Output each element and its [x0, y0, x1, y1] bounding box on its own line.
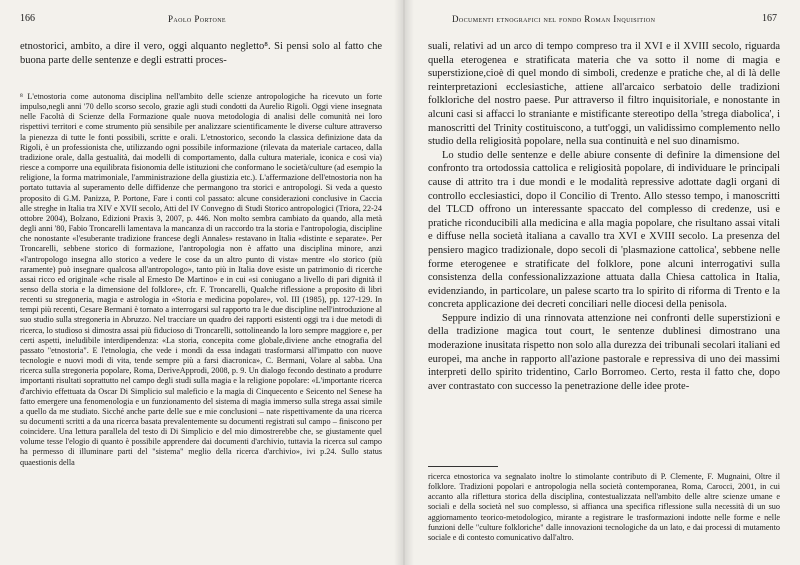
left-body-text: etnostorici, ambito, a dire il vero, oggi alquanto negletto⁸. Si pensi solo al fatto che buona parte delle sentenze e degli estratti proces- [20, 41, 382, 66]
left-running-header: Paolo Portone [168, 14, 226, 24]
book-gutter [394, 0, 414, 565]
right-running-header: Documenti etnografici nel fondo Roman Inquisition [452, 14, 656, 24]
right-footnote-continuation: ricerca etnostorica va segnalato inoltre lo stimolante contributo di P. Clemente, F. Mugnaini, Oltre il folklore. Tradizioni popolari e antropologia nella società contemporanea, Roma, Carocci, 2001, in cui accanto alla riflettura storica della disciplina, contestualizzata nell'ambito delle altre scienze umane e sociali e della società nel suo complesso, si affianca una specifica riflessione sulla necessità di un suo aggiornamento teorico-metodologico, mirante a registrare le trasformazioni indotte nelle forme e nelle funzioni delle "culture folkloriche" dalle innovazioni tecnologiche da un lato, e dai processi di mutamento sociale e di contesto comunicativo dall'altro. [428, 472, 780, 542]
footnote-rule [428, 466, 498, 467]
right-paragraph-3: Seppure indizio di una rinnovata attenzione nei confronti delle superstizioni e della tradizione magica tout court, le sentenze dublinesi dimostrano una moderazione inusitata rispetto non solo alla durezza dei tribunali secolari italiani ed europei, ma anche in rapporto all'azione pastorale e repressiva di uno dei massimi interpreti dello spirito tridentino, Carlo Borromeo. Certo, resta il fatto che, dopo aver contrastato con successo la penetrazione delle idee prote- [428, 312, 780, 392]
left-page-number: 166 [20, 13, 35, 24]
right-paragraph-2: Lo studio delle sentenze e delle abiure consente di definire la dimensione del confronto tra ortodossia cattolica e religiosità popolare, di individuare le principali cause di attrito tra i due mondi e le modalità repressive adottate dagli organi di controllo ecclesiastici, dopo il Concilio di Trento. Allo stesso tempo, i manoscritti del TLCD offrono un interessante spaccato del complesso di credenze, usi e pratiche riconducibili alla medicina e alla magia popolare, che risultano assai vitali e diffuse nella società italiana a cavallo tra XVI e XVIII secolo. La presenza del pensiero magico tradizionale, dopo secoli di 'plasmazione cattolica', sebbene nelle forme eterogenee e stratificate del folklore, pone alcuni interrogativi sulla consistenza della confessionalizzazione attuata dalla Chiesa cattolica in Italia, evidenziando, in particolare, un palese scarto tra lo spirito di riforma di Trento e la concreta applicazione dei decreti conciliari nelle diocesi della penisola. [428, 149, 780, 311]
right-page-number: 167 [762, 13, 777, 24]
right-paragraph-1: suali, relativi ad un arco di tempo compreso tra il XVI e il XVIII secolo, riguarda quella eterogenea e stratificata materia che va sotto il nome di magia e superstizione,cioè di quel mondo di simboli, credenze e pratiche che, al di là delle reinterpretazioni ecclesiastiche, attiene all'arcaico serbatoio delle tradizioni folkloriche del nostro paese. Pur attraverso il filtro inquisitoriale, e nonostante in alcuni casi si affacci lo straniante e mistificante stereotipo della 'strega diabolica', i manoscritti del Trinity costituiscono, a tutt'oggi, un validissimo complemento nello studio della religiosità popolare, nella sua continuità e nel suo dinamismo. [428, 41, 780, 148]
right-page [404, 0, 800, 565]
right-body-text [428, 40, 780, 393]
left-footnote-8: ⁸ L'etnostoria come autonoma disciplina nell'ambito delle scienze antropologiche ha ricevuto un forte impulso,negli anni '70 dello scorso secolo, grazie agli studi condotti da Aurelio Rigoli. Oggi viene insegnata nelle Facoltà di Scienze della Formazione quale nuova metodologia di analisi delle comunità nei loro rispettivi territori e come strumento più sensibile per analizzare scientificamente le diverse culture attraverso la pienezza di tutte le fonti possibili, scritte e orali. L'etnostorico, secondo la classica definizione data da Rigoli, è un professionista che, utilizzando ogni possibile informazione (rilevata da materiale cartaceo, dalla tradizione orale, dalla gestualità, dai modelli di comportamento, dalla cultura materiale, iconica e così via) riesce a comporre una equilibrata fisionomia delle istituzioni che conformano le società/culture (ad esempio la religione, la forma matrimoniale, l'amministrazione della giustizia etc.). L'affermazione dell'etnostoria non ha portato tuttavia al superamento delle diffidenze che permangono tra storici e antropologi. Si veda a questo proposito di G.M. Panizza, P. Portone, Fare i conti col passato: alcune considerazioni conclusive in Caccia alle streghe in Italia tra XIV e XVII secolo, Atti del IV Convegno di Studi Storico antropologici (Triora, 22-24 ottobre 2004), Bolzano, Edizioni Praxis 3, 2007, p. 446. Non molto sembra cambiato da quando, alla metà degli anni '80, Fabio Troncarelli lamentava la mancanza di un raccordo tra la storia e l'antropologia, discipline che nonostante «l'esuberante tradizione francese degli Annales» restavano in Italia «distinte e separate». Per Troncarelli, sebbene storico di formazione, l'antropologia non è affatto una disciplina minore, anzi «l'antropologo insegna allo storico a vedere le cose da un altro punto di vista» mentre «lo storico (più raramente) può insegnare qualcosa all'antropologo», tanto più in Italia dove esiste un patrimonio di ricerche assai ricco ed originale «che risale al Ernesto De Martino» e in cui «si coniugano a livello di pari dignità il senso della storia e la dimensione del folklore», cfr. F. Troncarelli, Qualche riflessione a proposito di libri recenti su stregoneria, magia e astrologia in «Storia e medicina popolare», vol. III (1985), pp. 127-129. In tempi più recenti, Cesare Bermani è tornato a interrogarsi sul rapporto tra le due discipline nell'introduzione al suo studio sulla stregoneria in Abruzzo. Nel tracciare un quadro dei rapporti esistenti oggi tra i due metodi di ricerca, lo studioso si dimostra assai più fiducioso di Troncarelli, sottolineando la loro sempre maggiore e, per certi aspetti, ineludibile interdipendenza: «La storia, concepita come globale,diviene anche etnografia del passato "etnostoria". E l'etnologia, che vede i mondi da essa indagati trasformarsi all'impatto con nuove tecnologie e nuovi modi di vita, tende sempre più a farsi diacronica», C. Bermani, Volare al sabba. Una ricerca sulla stregoneria popolare, Roma, DeriveApprodi, 2008, p. 9. Un dialogo fecondo destinato a produrre importanti risultati soprattutto nel campo degli studi sulla magia e la religione popolare: «L'importante ricerca d'archivio effettuata da Oscar Di Simplicio sul maleficio e la magia di Cinquecento e Seicento nel Senese ha fatto emergere una fenomenologia e un funzionamento del sistema di magia immerso sulla strega assai simile a quello da me studiato. Sicché anche parte delle sue e mie conclusioni – nate rispettivamente da una ricerca su documenti scritti a da una ricerca basata prevalentemente su documenti registrati sul campo – finiscono per coincidere. Una lettura parallela del testo di Di Simplicio e del mio dimostrerebbe che, se giustamente quel volume tesse l'elogio di quanto è possibile apprendere dai documenti d'archivio, tuttavia la ricerca sul campo ha permesso di illuminare parti del "sistema" meglio della ricerca d'archivio», ivi p.24. Sullo status quaestionis della [20, 92, 382, 467]
